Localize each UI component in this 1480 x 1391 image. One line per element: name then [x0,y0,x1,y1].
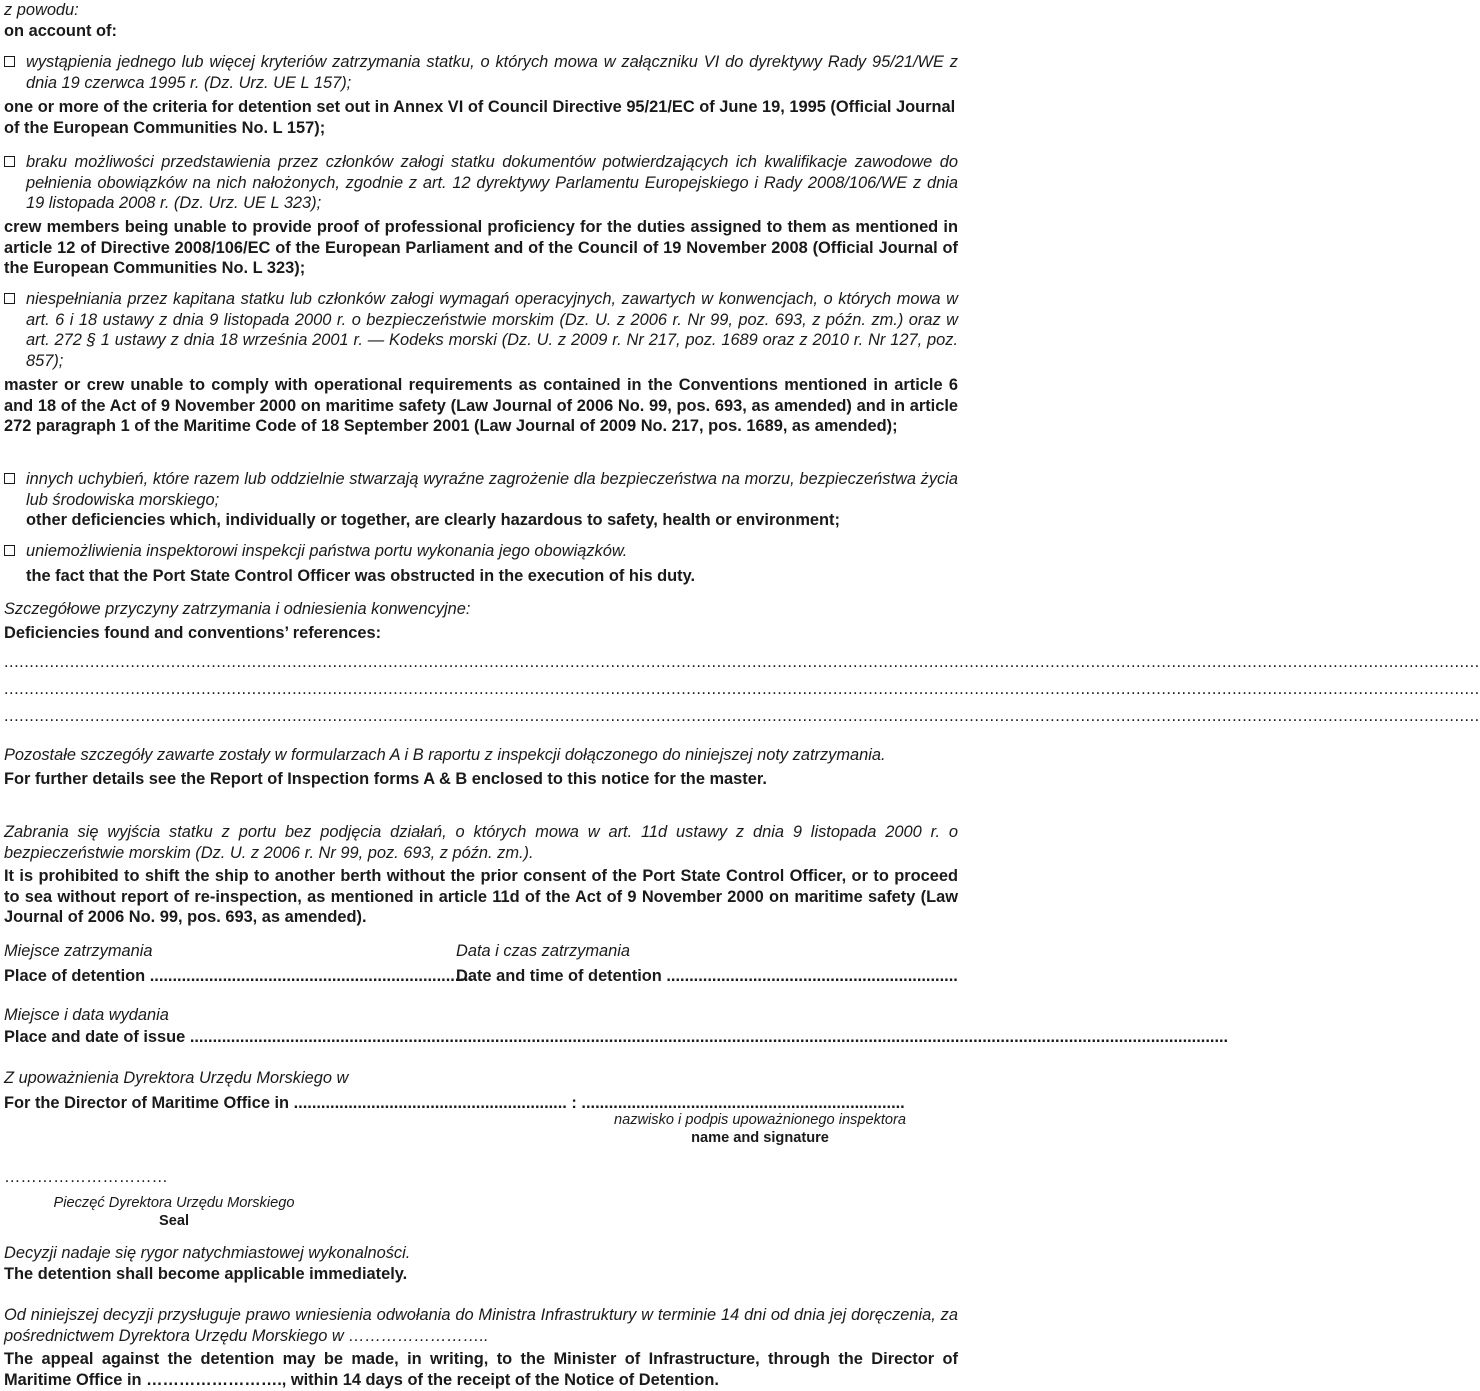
prohibition [4,822,958,928]
date-of-detention-pl: Data i czas zatrzymania [456,942,630,960]
reason-5-en: the fact that the Port State Control Officer was obstructed in the execution of his duty. [26,567,696,585]
reason-1-pl: wystąpienia jednego lub więcej kryteriów zatrzymania statku, o których mowa w załączniku VI do dyrektywy Rady 95/21/WE z dnia 19 czerwca 1995 r. (Dz. Urz. UE L 157); [26,53,958,92]
reason-item-3 [4,289,958,371]
director-pl: Z upoważnienia Dyrektora Urzędu Morskiego w [4,1069,349,1087]
enforcement-en: The detention shall become applicable immediately. [4,1264,408,1283]
reason-4-en: other deficiencies which, individually or together, are clearly hazardous to safety, health or environment; [26,511,840,529]
reason-2-pl: braku możliwości przedstawienia przez członków załogi statku dokumentów potwierdzających ich kwalifikacje zawodowe do pełnienia obowiązków na nich nałożonych, zgodnie z art. 12 dyrektywy Parlamentu Europejskiego i Rady 2008/106/WE z dnia 19 listopada 2008 r. (Dz. Urz. UE L 323); [26,153,958,212]
further-details-pl: Pozostałe szczegóły zawarte zostały w formularzach A i B raportu z inspekcji dołączonego do niniejszej noty zatrzymania. [4,746,886,764]
deficiencies-pl: Szczegółowe przyczyny zatrzymania i odniesienia konwencyjne: [4,600,471,618]
director-field[interactable]: For the Director of Maritime Office in ............................................................ : ....................................................................... [4,1093,905,1112]
place-date-issue-pl: Miejsce i data wydania [4,1006,169,1024]
deficiencies-section [4,599,958,643]
seal-dots[interactable]: ………………………… [4,1168,168,1186]
further-details-en: For further details see the Report of Inspection forms A & B enclosed to this notice for the master. [4,769,767,788]
reason-item-5 [4,541,958,562]
place-of-detention-pl: Miejsce zatrzymania [4,942,153,960]
date-of-detention [456,941,958,986]
place-of-detention-field[interactable]: Place of detention ....................................................................... [4,966,474,985]
reason-3-en: master or crew unable to comply with operational requirements as contained in the Conventions mentioned in article 6 and 18 of the Act of 9 November 2000 on maritime safety (Law Journal of 2006 No. 99, pos. 693, as amended) and in article 272 paragraph 1 of the Maritime Code of 18 September 2001 (Law Journal of 2009 No. 217, pos. 1689, as amended); [4,376,958,435]
reason-5-pl: uniemożliwienia inspektorowi inspekcji państwa portu wykonania jego obowiązków. [26,542,628,560]
deficiencies-line-1[interactable]: .................................................................................................................................................................................................................................................................................................... [4,653,1480,671]
reason-1-en: one or more of the criteria for detention set out in Annex VI of Council Directive 95/21/EC of June 19, 1995 (Official Journal of the European Communities No. L 157); [4,98,956,137]
reason-checkbox-1[interactable] [4,56,15,67]
deficiencies-line-3[interactable]: .................................................................................................................................................................................................................................................................................................... [4,707,1480,725]
appeal-en: The appeal against the detention may be made, in writing, to the Minister of Infrastructure, through the Director of Maritime Office in ……………………., within 14 days of the receipt of the Notice of Detention. [4,1350,958,1389]
prohibition-pl: Zabrania się wyjścia statku z portu bez podjęcia działań, o których mowa w art. 11d ustawy z dnia 9 listopada 2000 r. o bezpieczeństwie morskim (Dz. U. z 2006 r. Nr 99, poz. 693, z późn. zm.). [4,823,958,862]
reason-checkbox-2[interactable] [4,156,15,167]
deficiencies-line-2[interactable]: .................................................................................................................................................................................................................................................................................................... [4,680,1480,698]
date-of-detention-field[interactable]: Date and time of detention ................................................................ [456,966,958,985]
enforcement [4,1243,958,1284]
seal-pl: Pieczęć Dyrektora Urzędu Morskiego [53,1194,295,1211]
seal-block [4,1167,344,1230]
further-details [4,745,958,789]
signature-caption-pl: nazwisko i podpis upoważnionego inspektora [613,1112,907,1128]
reason-item-2 [4,152,958,214]
place-date-issue-field[interactable]: Place and date of issue .................................................................................................................................................................................................................................... [4,1027,1229,1046]
place-of-detention [4,941,474,986]
director-block [4,1068,958,1113]
seal-en: Seal [158,1212,190,1229]
reason-header [4,0,958,41]
deficiencies-en: Deficiencies found and conventions’ references: [4,623,382,642]
appeal-pl: Od niniejszej decyzji przysługuje prawo wniesienia odwołania do Ministra Infrastruktury w terminie 14 dni od dnia jej doręczenia, za pośrednictwem Dyrektora Urzędu Morskiego w …………………….. [4,1306,958,1345]
reason-2-en: crew members being unable to provide proof of professional proficiency for the duties assigned to them as mentioned in article 12 of Directive 2008/106/EC of the European Parliament and of the Council of 19 November 2008 (Official Journal of the European Communities No. L 323); [4,218,958,277]
enforcement-pl: Decyzji nadaje się rygor natychmiastowej wykonalności. [4,1244,411,1262]
reason-4-pl: innych uchybień, które razem lub oddzielnie stwarzają wyraźne zagrożenie dla bezpieczeństwa na morzu, bezpieczeństwa życia lub środowiska morskiego; [26,470,958,509]
place-date-issue [4,1005,1229,1047]
reason-item-4 [4,469,958,510]
reason-item-1 [4,52,958,93]
reason-checkbox-3[interactable] [4,293,15,304]
signature-caption-en: name and signature [691,1130,829,1146]
reason-header-pl: z powodu: [4,1,79,19]
reason-3-pl: niespełniania przez kapitana statku lub członków załogi wymagań operacyjnych, zawartych w konwencjach, o których mowa w art. 6 i 18 ustawy z dnia 9 listopada 2000 r. o bezpieczeństwie morskim (Dz. U. z 2006 r. Nr 99, poz. 693, z późn. zm.) oraz w art. 272 § 1 ustawy z dnia 18 września 2001 r. — Kodeks morski (Dz. U. z 2009 r. Nr 217, poz. 1689 oraz z 2010 r. Nr 127, poz. 857); [26,290,958,370]
reason-checkbox-4[interactable] [4,473,15,484]
prohibition-en: It is prohibited to shift the ship to another berth without the prior consent of the Port State Control Officer, or to proceed to sea without report of re-inspection, as mentioned in article 11d of the Act of 9 November 2000 on maritime safety (Law Journal of 2006 No. 99, pos. 693, as amended). [4,867,958,926]
signature-caption [560,1111,960,1147]
appeal [4,1305,958,1390]
reason-header-en: on account of: [4,21,117,40]
reason-checkbox-5[interactable] [4,545,15,556]
